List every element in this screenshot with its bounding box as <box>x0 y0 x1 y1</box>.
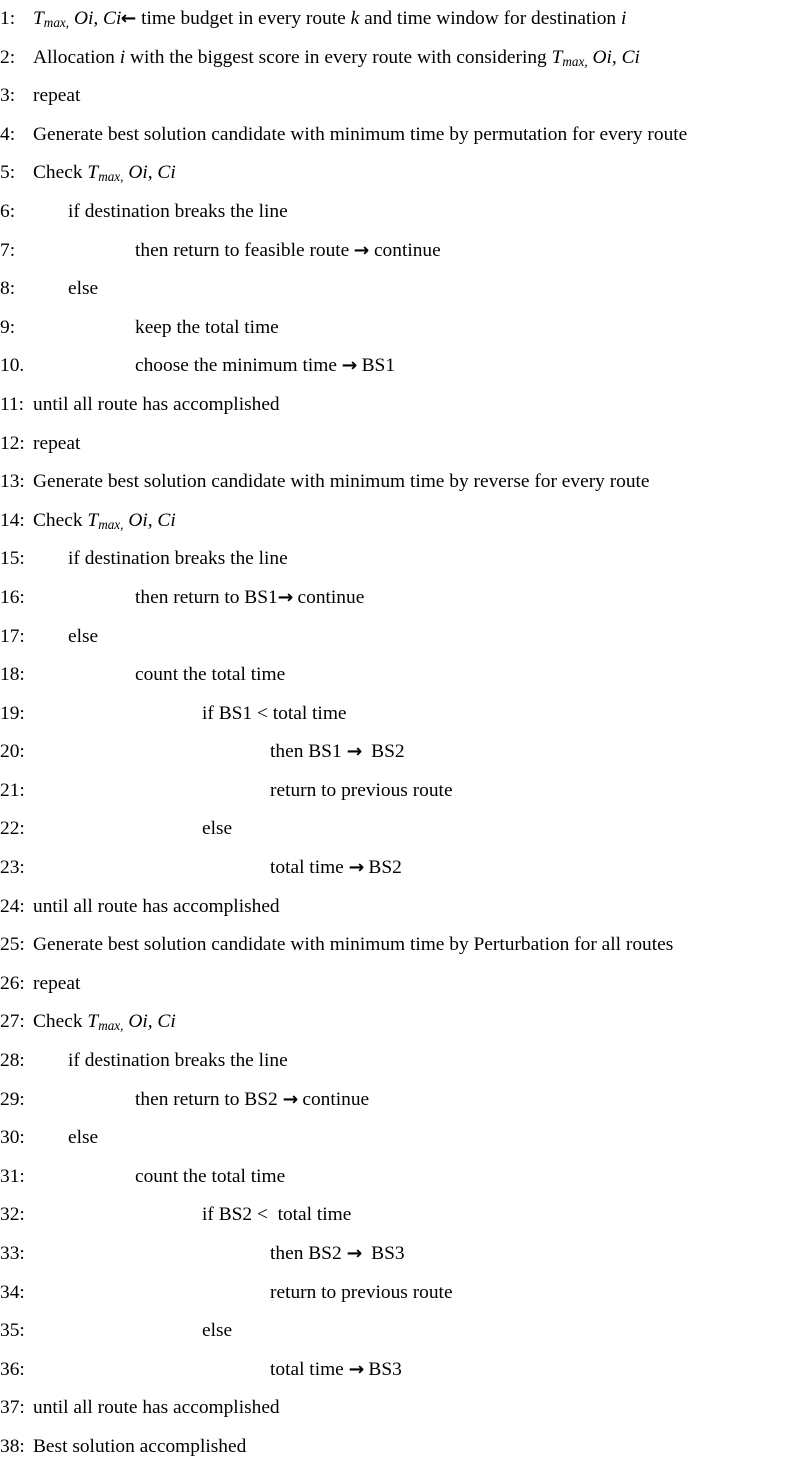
line-number: 19: <box>0 702 25 724</box>
line-text: then return to BS1→ continue <box>135 586 365 608</box>
pseudocode-line <box>0 1235 785 1274</box>
line-number: 31: <box>0 1165 25 1187</box>
pseudocode-line <box>0 77 785 116</box>
line-text: Generate best solution candidate with minimum time by Perturbation for all routes <box>33 934 674 956</box>
pseudocode-line <box>0 656 785 695</box>
line-number: 14: <box>0 509 25 531</box>
line-number: 2: <box>0 46 16 68</box>
pseudocode-line <box>0 810 785 849</box>
line-text: else <box>68 278 99 300</box>
line-text: else <box>68 1127 99 1149</box>
line-number: 23: <box>0 857 25 879</box>
line-number: 34: <box>0 1281 25 1303</box>
pseudocode-line <box>0 463 785 502</box>
line-text: total time → BS3 <box>270 1358 402 1380</box>
line-number: 11: <box>0 393 25 415</box>
pseudocode-line <box>0 1389 785 1428</box>
pseudocode-line <box>0 1312 785 1351</box>
pseudocode-line <box>0 772 785 811</box>
pseudocode-line <box>0 849 785 888</box>
line-text: return to previous route <box>270 1281 453 1303</box>
line-number: 24: <box>0 895 25 917</box>
line-number: 30: <box>0 1127 25 1149</box>
pseudocode-line <box>0 232 785 271</box>
line-text: repeat <box>33 85 81 107</box>
line-text: Generate best solution candidate with minimum time by reverse for every route <box>33 471 650 493</box>
pseudocode-line <box>0 1119 785 1158</box>
pseudocode-line <box>0 425 785 464</box>
line-text: until all route has accomplished <box>33 895 280 917</box>
line-text: repeat <box>33 972 81 994</box>
pseudocode-line <box>0 1081 785 1120</box>
line-number: 13: <box>0 471 25 493</box>
line-text: count the total time <box>135 1165 286 1187</box>
pseudocode-line <box>0 888 785 927</box>
line-number: 25: <box>0 934 25 956</box>
line-text: then return to BS2 → continue <box>135 1088 370 1110</box>
pseudocode-line <box>0 309 785 348</box>
line-text: total time → BS2 <box>270 857 402 879</box>
pseudocode-line <box>0 116 785 155</box>
line-number: 28: <box>0 1050 25 1072</box>
line-number: 33: <box>0 1243 25 1264</box>
line-text: Check $T_{max,}$ Oi, Ci <box>33 162 176 185</box>
line-text: choose the minimum time → BS1 <box>135 355 396 377</box>
pseudocode-line <box>0 618 785 657</box>
line-number: 26: <box>0 972 25 994</box>
line-number: 10. <box>0 355 25 377</box>
line-text: return to previous route <box>270 779 453 801</box>
pseudocode-line <box>0 695 785 734</box>
line-text: if BS2 < total time <box>202 1204 352 1226</box>
line-number: 29: <box>0 1088 25 1110</box>
line-number: 20: <box>0 741 25 763</box>
line-text: until all route has accomplished <box>33 1397 280 1419</box>
pseudocode-line <box>0 579 785 618</box>
line-number: 1: <box>0 8 16 29</box>
line-text: until all route has accomplished <box>33 393 280 415</box>
line-number: 8: <box>0 278 16 300</box>
line-number: 5: <box>0 162 16 184</box>
line-text: Check $T_{max,}$ Oi, Ci <box>33 509 176 532</box>
line-number: 21: <box>0 779 25 801</box>
line-number: 17: <box>0 625 25 647</box>
line-number: 38: <box>0 1435 25 1457</box>
line-number: 37: <box>0 1397 25 1419</box>
line-number: 9: <box>0 316 16 338</box>
line-number: 27: <box>0 1011 25 1033</box>
pseudocode-line <box>0 39 785 78</box>
pseudocode-line <box>0 1351 785 1390</box>
line-number: 3: <box>0 85 16 107</box>
line-number: 4: <box>0 123 16 145</box>
line-number: 22: <box>0 818 25 840</box>
line-number: 32: <box>0 1204 25 1226</box>
line-text: then BS2 → BS3 <box>270 1243 405 1264</box>
pseudocode-line <box>0 1196 785 1235</box>
pseudocode-line <box>0 1274 785 1313</box>
line-text: then return to feasible route → continue <box>135 239 441 261</box>
line-number: 16: <box>0 586 25 608</box>
line-number: 12: <box>0 432 25 454</box>
line-text: if BS1 < total time <box>202 702 347 724</box>
line-text: repeat <box>33 432 81 454</box>
pseudocode-line <box>0 926 785 965</box>
line-number: 35: <box>0 1320 25 1342</box>
line-text: else <box>202 1320 233 1342</box>
line-number: 6: <box>0 200 16 222</box>
line-text: keep the total time <box>135 316 279 338</box>
line-text: $T_{max,}$ Oi, Ci← time budget in every route k and time window for destination i <box>33 8 627 30</box>
pseudocode-line <box>0 386 785 425</box>
line-text: else <box>202 818 233 840</box>
pseudocode-line <box>0 1042 785 1081</box>
line-number: 7: <box>0 239 16 261</box>
line-number: 18: <box>0 664 25 686</box>
pseudocode-line <box>0 154 785 193</box>
pseudocode-line <box>0 270 785 309</box>
pseudocode-line <box>0 1158 785 1197</box>
line-text: Best solution accomplished <box>33 1435 247 1457</box>
pseudocode-line <box>0 965 785 1004</box>
line-text: if destination breaks the line <box>68 548 288 570</box>
line-number: 15: <box>0 548 25 570</box>
line-text: if destination breaks the line <box>68 1050 288 1072</box>
pseudocode-line <box>0 1003 785 1042</box>
pseudocode-line <box>0 540 785 579</box>
line-text: Allocation i with the biggest score in every route with considering $T_{max,}$ Oi, Ci <box>33 46 640 69</box>
line-number: 36: <box>0 1358 25 1380</box>
pseudocode-line <box>0 502 785 541</box>
line-text: if destination breaks the line <box>68 200 288 222</box>
pseudocode-line <box>0 733 785 772</box>
line-text: else <box>68 625 99 647</box>
line-text: Check $T_{max,}$ Oi, Ci <box>33 1011 176 1034</box>
line-text: count the total time <box>135 664 286 686</box>
pseudocode-line <box>0 0 785 39</box>
line-text: then BS1 → BS2 <box>270 741 405 763</box>
line-text: Generate best solution candidate with minimum time by permutation for every route <box>33 123 688 145</box>
pseudocode-line <box>0 193 785 232</box>
pseudocode-line <box>0 1428 785 1467</box>
pseudocode-line <box>0 347 785 386</box>
